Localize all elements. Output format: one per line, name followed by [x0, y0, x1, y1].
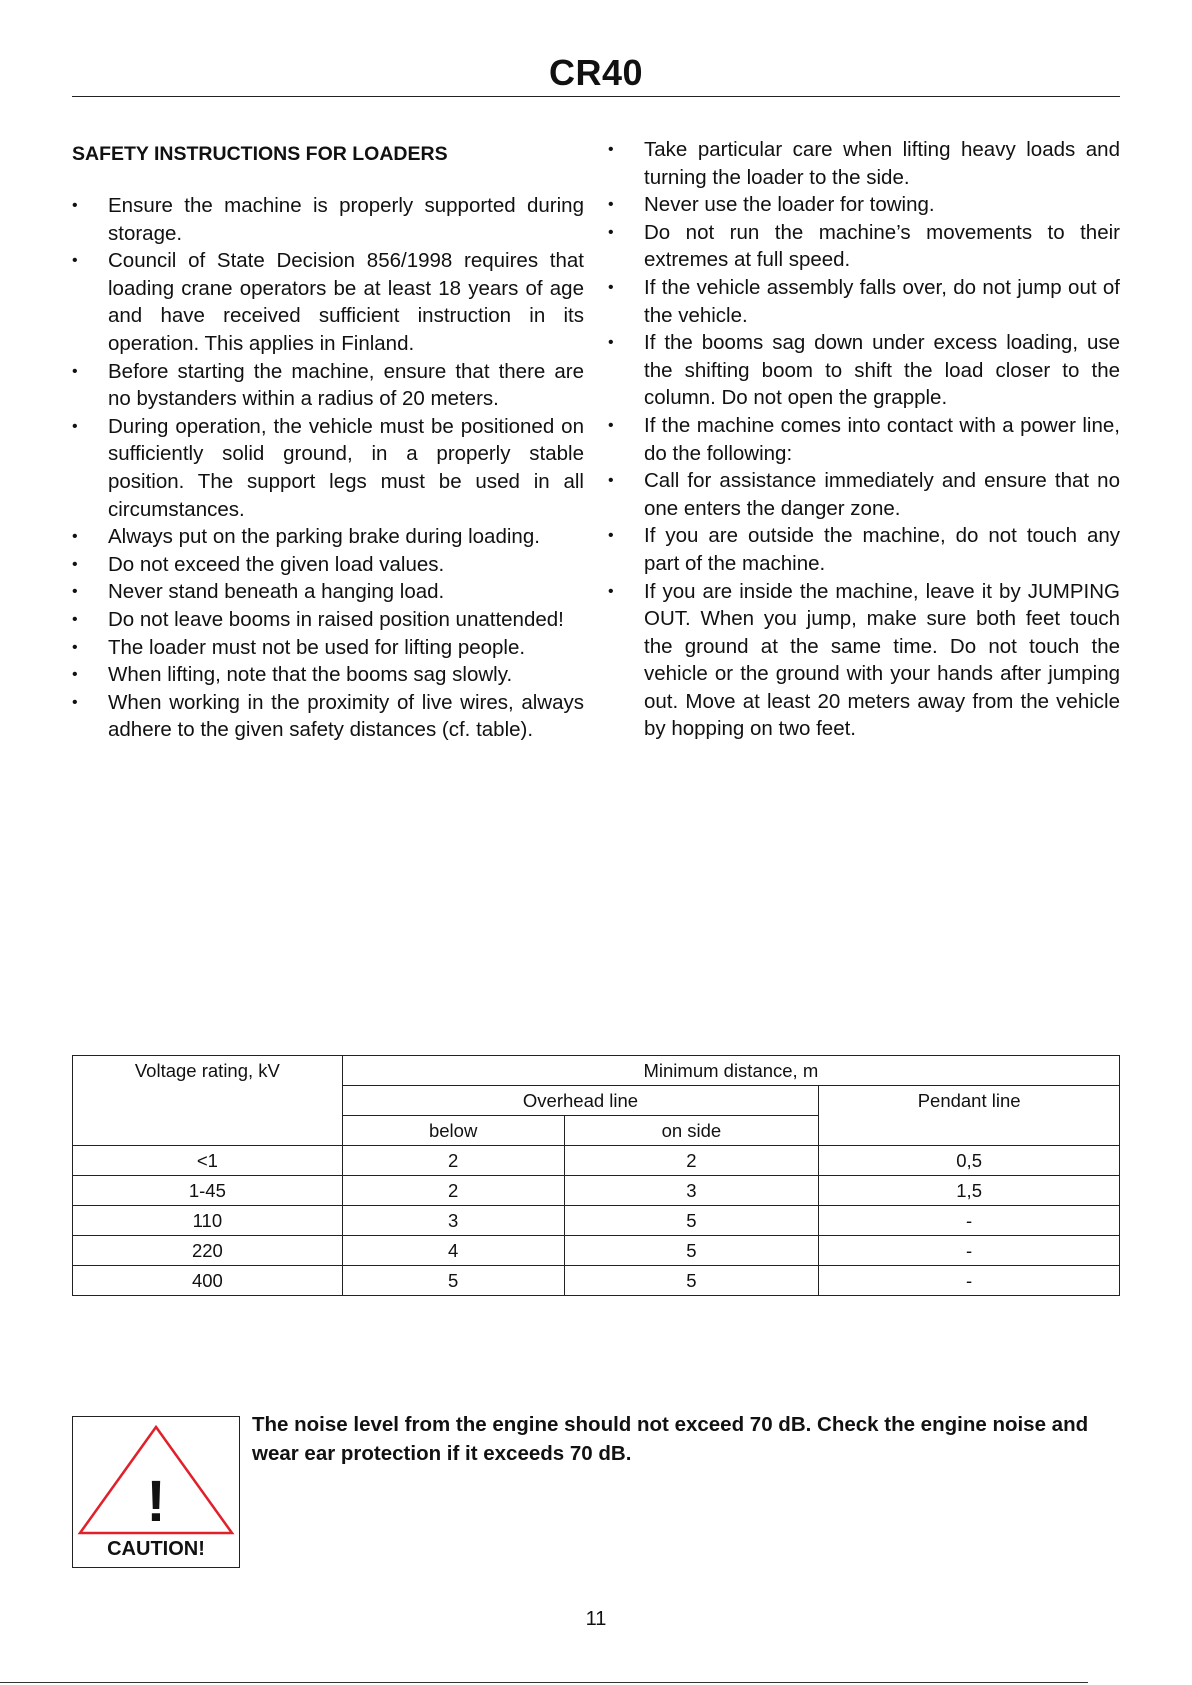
list-item: • Call for assistance immediately and ensure that no one enters the danger zone.: [608, 467, 1120, 522]
below-cell: 5: [342, 1266, 564, 1296]
voltage-cell: 400: [73, 1266, 343, 1296]
below-cell: 2: [342, 1176, 564, 1206]
exclamation-mark: !: [146, 1469, 166, 1534]
on-side-cell: 5: [564, 1206, 819, 1236]
caution-label: CAUTION!: [107, 1538, 205, 1560]
left-bullet-list: [72, 192, 584, 744]
voltage-cell: 220: [73, 1236, 343, 1266]
voltage-cell: 110: [73, 1206, 343, 1236]
below-cell: 4: [342, 1236, 564, 1266]
below-cell: 3: [342, 1206, 564, 1236]
pendant-header: Pendant line: [819, 1086, 1120, 1146]
right-bullet-list: [608, 136, 1120, 743]
list-item: • Council of State Decision 856/1998 requires that loading crane operators be at least 18 years of age and have received sufficient instruction in its operation. This applies in Finland.: [72, 247, 584, 357]
safety-distance-table: [72, 1055, 1120, 1296]
list-item: • Never use the loader for towing.: [608, 191, 1120, 219]
voltage-cell: <1: [73, 1146, 343, 1176]
pendant-cell: -: [819, 1206, 1120, 1236]
table-row: [73, 1266, 1120, 1296]
pendant-cell: 0,5: [819, 1146, 1120, 1176]
pendant-cell: -: [819, 1266, 1120, 1296]
list-item: • Ensure the machine is properly supported during storage.: [72, 192, 584, 247]
list-item: • If you are outside the machine, do not touch any part of the machine.: [608, 522, 1120, 577]
bottom-divider: [0, 1682, 1088, 1683]
pendant-cell: -: [819, 1236, 1120, 1266]
list-item: • Before starting the machine, ensure that there are no bystanders within a radius of 20 meters.: [72, 358, 584, 413]
caution-box: [72, 1416, 240, 1568]
table-row: [73, 1236, 1120, 1266]
left-column: [72, 136, 584, 744]
list-item: • When working in the proximity of live wires, always adhere to the given safety distances (cf. table).: [72, 689, 584, 744]
list-item: • Never stand beneath a hanging load.: [72, 578, 584, 606]
list-item: • If the machine comes into contact with a power line, do the following:: [608, 412, 1120, 467]
list-item: • If the vehicle assembly falls over, do not jump out of the vehicle.: [608, 274, 1120, 329]
pendant-cell: 1,5: [819, 1176, 1120, 1206]
list-item: • Do not leave booms in raised position unattended!: [72, 606, 584, 634]
list-item: • The loader must not be used for lifting people.: [72, 634, 584, 662]
voltage-header: Voltage rating, kV: [73, 1056, 343, 1146]
below-cell: 2: [342, 1146, 564, 1176]
on-side-cell: 5: [564, 1236, 819, 1266]
list-item: • When lifting, note that the booms sag slowly.: [72, 661, 584, 689]
table-row: [73, 1176, 1120, 1206]
list-item: • If you are inside the machine, leave it by JUMPING OUT. When you jump, make sure both feet touch the ground at the same time. Do not touch the vehicle or the ground with your hands after jumping out. Move at least 20 meters away from the vehicle by hopping on two feet.: [608, 578, 1120, 744]
warning-triangle-icon: [77, 1425, 235, 1537]
noise-warning-text: The noise level from the engine should not exceed 70 dB. Check the engine noise and wear ear protection if it exceeds 70 dB.: [252, 1413, 1089, 1465]
list-item: • Do not run the machine’s movements to their extremes at full speed.: [608, 219, 1120, 274]
overhead-header: Overhead line: [342, 1086, 819, 1116]
section-heading: SAFETY INSTRUCTIONS FOR LOADERS: [72, 143, 448, 165]
table-row: [73, 1206, 1120, 1236]
on-side-cell: 2: [564, 1146, 819, 1176]
list-item: • If the booms sag down under excess loading, use the shifting boom to shift the load closer to the column. Do not open the grapple.: [608, 329, 1120, 412]
page-number: 11: [585, 1608, 607, 1630]
min-distance-header: Minimum distance, m: [342, 1056, 1119, 1086]
on-side-cell: 5: [564, 1266, 819, 1296]
table-row: [73, 1146, 1120, 1176]
header-divider: [72, 96, 1120, 97]
list-item: • Always put on the parking brake during loading.: [72, 523, 584, 551]
below-header: below: [342, 1116, 564, 1146]
right-column: [608, 136, 1120, 743]
voltage-cell: 1-45: [73, 1176, 343, 1206]
list-item: • Do not exceed the given load values.: [72, 551, 584, 579]
on-side-header: on side: [564, 1116, 819, 1146]
list-item: • During operation, the vehicle must be positioned on sufficiently solid ground, in a properly stable position. The support legs must be used in all circumstances.: [72, 413, 584, 523]
list-item: • Take particular care when lifting heavy loads and turning the loader to the side.: [608, 136, 1120, 191]
on-side-cell: 3: [564, 1176, 819, 1206]
page-title: CR40: [548, 52, 644, 93]
